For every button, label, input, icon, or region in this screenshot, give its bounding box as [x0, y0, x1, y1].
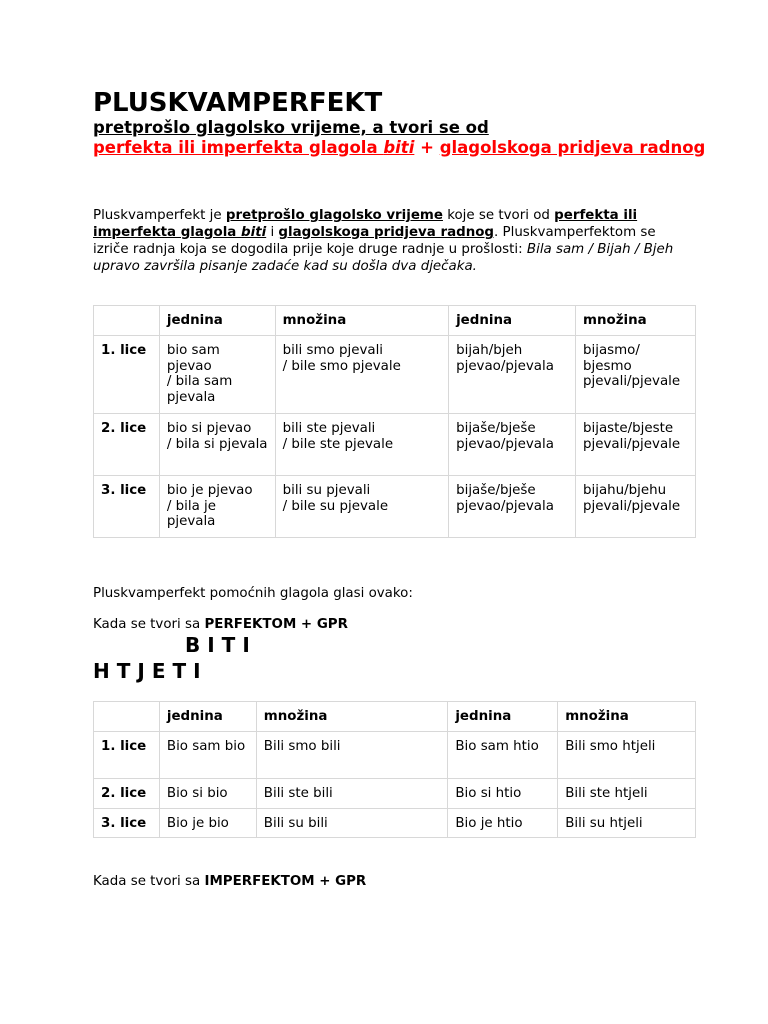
table-cell: Bili smo bili	[256, 731, 448, 778]
intro-bold-1: pretprošlo glagolsko vrijeme	[225, 208, 443, 223]
table-cell: bijaste/bjeste pjevali/pjevale	[576, 413, 696, 475]
perfekt-line	[93, 616, 348, 633]
table-row	[94, 731, 696, 778]
perfekt-line-text: Kada se tvori sa	[93, 617, 205, 632]
table-cell: bio sam pjevao / bila sam pjevala	[159, 335, 275, 413]
table-header-cell	[94, 306, 160, 336]
intro-bold-3: glagolskoga pridjeva radnog	[278, 225, 495, 240]
table-cell: Bili ste htjeli	[558, 778, 696, 808]
table-header-row	[94, 702, 696, 732]
perfekt-line-bold: PERFEKTOM + GPR	[204, 617, 348, 632]
conjugation-table-pjevati	[93, 305, 696, 538]
table-header-cell	[94, 702, 160, 732]
table-cell: Bio je bio	[159, 808, 256, 838]
table-header-cell: množina	[275, 306, 448, 336]
table-cell: bili smo pjevali / bile smo pjevale	[275, 335, 448, 413]
table-header-cell: jednina	[159, 306, 275, 336]
table-header-cell: jednina	[449, 306, 576, 336]
imperfekt-line-text: Kada se tvori sa	[93, 874, 205, 889]
table-cell: Bili smo htjeli	[558, 731, 696, 778]
subtitle-red-part2: glagolskoga pridjeva radnog	[439, 137, 706, 157]
table-header-cell: množina	[256, 702, 448, 732]
table-cell: bijaše/bješe pjevao/pjevala	[449, 475, 576, 537]
intro-text-4: . Pluskvamperfektom se izriče radnja koja se dogodila prije koje druge radnje u prošlosti:	[93, 225, 656, 257]
table-cell: bili ste pjevali / bile ste pjevale	[275, 413, 448, 475]
table-cell-person: 2. lice	[94, 413, 160, 475]
table-cell: Bili ste bili	[256, 778, 448, 808]
subtitle-red-biti: biti	[383, 137, 415, 157]
intro-paragraph	[93, 207, 693, 275]
table-cell-person: 1. lice	[94, 335, 160, 413]
table-cell: Bio je htio	[448, 808, 558, 838]
subtitle-line1: pretprošlo glagolsko vrijeme, a tvori se od	[93, 118, 489, 137]
intro-bold-2-italic: biti	[241, 225, 267, 240]
table-row	[94, 808, 696, 838]
table-row	[94, 413, 696, 475]
table-header-row	[94, 306, 696, 336]
intro-bold-2-text: perfekta ili imperfekta glagola	[93, 208, 638, 240]
table-row	[94, 778, 696, 808]
intro-example: Bila sam / Bijah / Bjeh upravo završila pisanje zadaće kad su došla dva dječaka.	[93, 242, 674, 274]
table-cell: Bili su htjeli	[558, 808, 696, 838]
imperfekt-line-bold: IMPERFEKTOM + GPR	[204, 874, 367, 889]
table-header-cell: jednina	[159, 702, 256, 732]
intro-text-1: Pluskvamperfekt je	[93, 208, 226, 223]
table-cell: bijaše/bješe pjevao/pjevala	[449, 413, 576, 475]
page-title: PLUSKVAMPERFEKT	[93, 88, 383, 118]
table-cell: Bio si bio	[159, 778, 256, 808]
table-cell: Bio sam htio	[448, 731, 558, 778]
table-cell: bio je pjevao / bila je pjevala	[159, 475, 275, 537]
table-cell-person: 3. lice	[94, 475, 160, 537]
table-cell: Bio sam bio	[159, 731, 256, 778]
subtitle-plus: +	[414, 137, 440, 157]
table-cell-person: 2. lice	[94, 778, 160, 808]
table-header-cell: množina	[576, 306, 696, 336]
intro-text-3: i	[266, 225, 279, 240]
table-cell: Bili su bili	[256, 808, 448, 838]
table-cell: bijahu/bjehu pjevali/pjevale	[576, 475, 696, 537]
table-cell-person: 3. lice	[94, 808, 160, 838]
table-cell: bili su pjevali / bile su pjevale	[275, 475, 448, 537]
table-cell-person: 1. lice	[94, 731, 160, 778]
table-row	[94, 335, 696, 413]
imperfekt-line	[93, 873, 366, 890]
table-cell: Bio si htio	[448, 778, 558, 808]
table-header-cell: množina	[558, 702, 696, 732]
table-cell: bio si pjevao / bila si pjevala	[159, 413, 275, 475]
table-header-cell: jednina	[448, 702, 558, 732]
subtitle-red-part1: perfekta ili imperfekta glagola	[93, 137, 384, 157]
table-cell: bijah/bjeh pjevao/pjevala	[449, 335, 576, 413]
table-row	[94, 475, 696, 537]
conjugation-table-biti-htjeti	[93, 701, 696, 838]
table-cell: bijasmo/ bjesmo pjevali/pjevale	[576, 335, 696, 413]
subtitle	[93, 118, 713, 157]
verb-heading-biti: BITI	[185, 633, 257, 657]
verb-heading-htjeti: HTJETI	[93, 659, 208, 683]
aux-intro-text: Pluskvamperfekt pomoćnih glagola glasi ovako:	[93, 586, 413, 601]
intro-text-2: koje se tvori od	[442, 208, 555, 223]
